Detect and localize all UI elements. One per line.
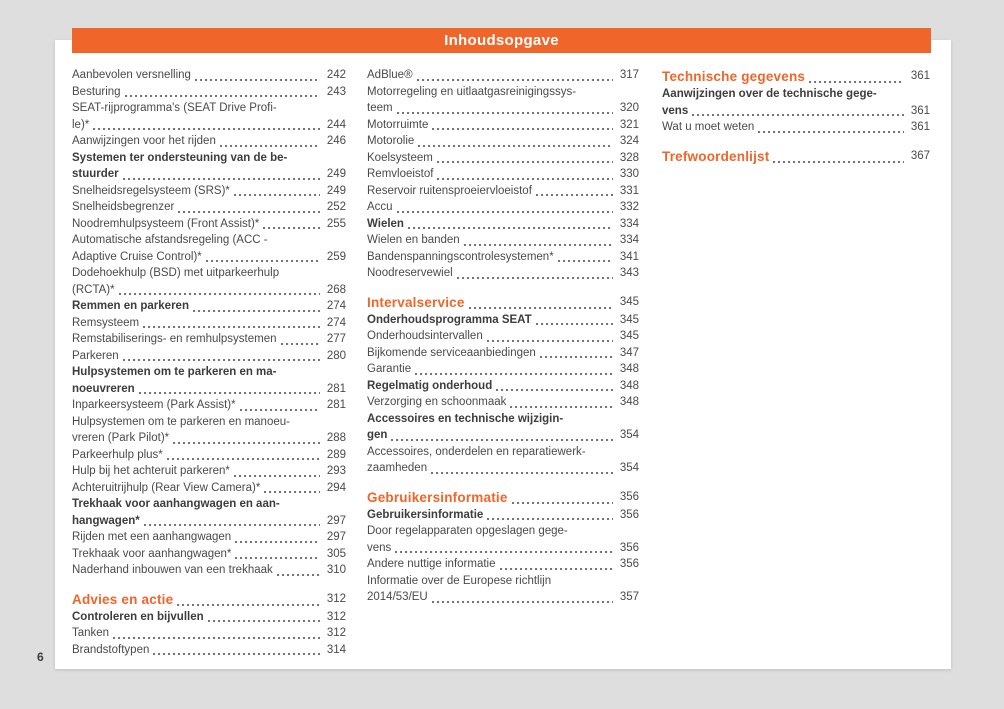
toc-entry-label: (RCTA)* — [72, 283, 115, 296]
toc-page-number: 345 — [619, 313, 639, 326]
toc-entry-label: vens — [662, 104, 689, 117]
dot-leader — [233, 546, 322, 563]
toc-entry-label: Hulp bij het achteruit parkeren* — [72, 465, 230, 477]
toc-entry[interactable] — [367, 312, 639, 329]
toc-entry[interactable] — [367, 444, 639, 461]
toc-entry[interactable] — [367, 183, 639, 200]
toc-entry-label: Naderhand inbouwen van een trekhaak — [72, 564, 273, 576]
toc-page-number: 345 — [619, 295, 639, 308]
toc-entry-label: Gebruikersinformatie — [367, 508, 484, 521]
toc-entry-label: Motorregeling en uitlaatgasreinigingssys- — [367, 85, 577, 98]
toc-entry-label: Koelsysteem — [367, 151, 433, 164]
toc-page-number: 356 — [619, 558, 639, 570]
toc-entry-label: AdBlue® — [367, 69, 413, 81]
dot-leader — [771, 147, 906, 166]
toc-entry[interactable] — [367, 411, 639, 428]
dot-leader — [218, 133, 322, 150]
dot-leader — [485, 507, 615, 524]
toc-page-number: 243 — [326, 85, 346, 98]
toc-entry-label: gen — [367, 429, 388, 441]
toc-entry[interactable] — [72, 348, 346, 365]
toc-entry-label: Gebruikersinformatie — [367, 489, 508, 505]
toc-page-number: 357 — [619, 591, 639, 603]
toc-entry[interactable] — [72, 84, 346, 101]
toc-entry[interactable] — [367, 507, 639, 524]
dot-leader — [430, 117, 615, 134]
dot-leader — [121, 166, 322, 183]
toc-entry-label: Reservoir ruitensproeiervloeistof — [367, 184, 532, 197]
toc-entry[interactable] — [367, 117, 639, 134]
toc-entry[interactable] — [367, 249, 639, 266]
dot-leader — [389, 427, 615, 444]
toc-entry-label: Noodreservewiel — [367, 267, 453, 279]
dot-leader — [807, 67, 906, 86]
toc-page-number: 347 — [619, 346, 639, 359]
toc-entry-label: Wielen en banden — [367, 234, 460, 246]
toc-page-number: 348 — [619, 379, 639, 392]
toc-entry-label: stuurder — [72, 168, 119, 180]
toc-entry-label: le)* — [72, 118, 90, 131]
dot-leader — [462, 232, 615, 249]
toc-entry-label: Systemen ter ondersteuning van de be- — [72, 151, 288, 164]
toc-page-number: 314 — [326, 643, 346, 656]
toc-entry[interactable] — [72, 298, 346, 315]
toc-section-heading[interactable] — [367, 293, 639, 312]
dot-leader — [534, 312, 615, 329]
toc-entry[interactable] — [367, 133, 639, 150]
toc-page-number: 361 — [910, 70, 930, 82]
toc-entry[interactable] — [72, 463, 346, 480]
toc-entry-label: Informatie over de Europese richtlijn — [367, 574, 552, 587]
toc-page-number: 294 — [326, 481, 346, 494]
toc-entry[interactable] — [72, 282, 346, 299]
toc-entry[interactable] — [367, 573, 639, 590]
dot-leader — [232, 183, 322, 200]
toc-entry-label: Noodremhulpsysteem (Front Assist)* — [72, 217, 260, 230]
toc-page-number: 274 — [326, 300, 346, 312]
toc-page-number: 288 — [326, 432, 346, 444]
dot-leader — [261, 216, 322, 233]
toc-page-number: 317 — [619, 69, 639, 81]
toc-page-number: 361 — [910, 121, 930, 133]
toc-entry[interactable] — [367, 394, 639, 411]
toc-entry[interactable] — [72, 199, 346, 216]
toc-entry-label: Garantie — [367, 363, 412, 375]
toc-entry[interactable] — [72, 625, 346, 642]
toc-page-number: 280 — [326, 349, 346, 362]
toc-entry[interactable] — [72, 216, 346, 233]
dot-leader — [91, 117, 322, 134]
dot-leader — [171, 430, 322, 447]
toc-page-number: 242 — [326, 69, 346, 81]
section-gap — [367, 282, 639, 293]
dot-leader — [415, 67, 615, 84]
toc-entry-label: Verzorging en schoonmaak — [367, 396, 507, 408]
toc-entry[interactable] — [367, 265, 639, 282]
toc-entry[interactable] — [72, 67, 346, 84]
section-gap — [662, 136, 930, 147]
toc-entry[interactable] — [367, 427, 639, 444]
toc-page-number: 305 — [326, 547, 346, 560]
toc-page-number: 348 — [619, 363, 639, 375]
toc-page-number: 343 — [619, 267, 639, 279]
dot-leader — [165, 447, 322, 464]
toc-page-number: 321 — [619, 118, 639, 131]
toc-entry[interactable] — [367, 166, 639, 183]
dot-leader — [121, 348, 322, 365]
toc-column-3 — [662, 67, 930, 166]
toc-entry[interactable] — [367, 67, 639, 84]
toc-page-number: 354 — [619, 429, 639, 441]
page-header-bar — [72, 28, 931, 53]
toc-entry[interactable] — [72, 496, 346, 513]
dot-leader — [556, 249, 615, 266]
toc-entry[interactable] — [367, 84, 639, 101]
toc-entry-label: Dodehoekhulp (BSD) met uitparkeerhulp — [72, 267, 280, 279]
dot-leader — [117, 282, 322, 299]
toc-entry-label: Snelheidsregelsysteem (SRS)* — [72, 184, 230, 197]
toc-page-number: 356 — [619, 541, 639, 554]
toc-entry[interactable] — [367, 556, 639, 573]
toc-page-number: 252 — [326, 201, 346, 213]
toc-entry-label: Remvloeistof — [367, 168, 434, 180]
toc-entry-label: Snelheidsbegrenzer — [72, 201, 175, 213]
toc-page-number: 293 — [326, 465, 346, 477]
dot-leader — [485, 328, 615, 345]
toc-entry-label: Hulpsystemen om te parkeren en ma- — [72, 366, 277, 378]
dot-leader — [413, 361, 615, 378]
toc-entry-label: Parkeerhulp plus* — [72, 448, 163, 461]
toc-entry-label: Technische gegevens — [662, 69, 806, 84]
toc-entry-label: Controleren en bijvullen — [72, 610, 204, 623]
toc-entry[interactable] — [72, 249, 346, 266]
toc-entry-label: Hulpsystemen om te parkeren en manoeu- — [72, 415, 290, 428]
toc-entry-label: Besturing — [72, 85, 121, 98]
toc-page-number: 297 — [326, 514, 346, 527]
toc-page-number: 244 — [326, 118, 346, 131]
toc-entry[interactable] — [72, 133, 346, 150]
toc-entry-label: Aanwijzingen voor het rijden — [72, 135, 216, 147]
toc-entry[interactable] — [367, 100, 639, 117]
dot-leader — [279, 331, 322, 348]
toc-entry[interactable] — [367, 216, 639, 233]
toc-entry-label: vens — [367, 541, 392, 554]
toc-entry-label: Wielen — [367, 217, 404, 230]
toc-page-number: 312 — [326, 592, 346, 605]
dot-leader — [435, 166, 615, 183]
toc-entry-label: Motorolie — [367, 135, 415, 147]
toc-entry-label: SEAT-rijprogramma's (SEAT Drive Profi- — [72, 102, 277, 114]
toc-entry[interactable] — [367, 523, 639, 540]
toc-entry-label: Automatische afstandsregeling (ACC - — [72, 234, 268, 246]
toc-section-heading[interactable] — [367, 488, 639, 507]
toc-page-number: 331 — [619, 184, 639, 197]
section-gap — [367, 477, 639, 488]
toc-entry-label: Remsysteem — [72, 316, 140, 329]
toc-entry-label: Achteruitrijhulp (Rear View Camera)* — [72, 481, 261, 494]
toc-entry[interactable] — [367, 232, 639, 249]
toc-entry-label: Adaptive Cruise Control)* — [72, 250, 202, 263]
dot-leader — [176, 199, 322, 216]
dot-leader — [232, 463, 322, 480]
toc-entry-label: hangwagen* — [72, 514, 140, 527]
dot-leader — [416, 133, 615, 150]
toc-entry[interactable] — [72, 117, 346, 134]
dot-leader — [206, 609, 322, 626]
toc-entry-label: Rijden met een aanhangwagen — [72, 531, 232, 543]
toc-entry[interactable] — [72, 232, 346, 249]
toc-entry-label: Bandenspanningscontrolesystemen* — [367, 250, 554, 263]
toc-section-heading[interactable] — [662, 147, 930, 166]
toc-entry-label: Onderhoudsprogramma SEAT — [367, 313, 532, 326]
toc-entry[interactable] — [72, 150, 346, 167]
dot-leader — [429, 460, 615, 477]
toc-page-number: 249 — [326, 168, 346, 180]
toc-entry-label: noeuvreren — [72, 382, 135, 395]
toc-column-2 — [367, 67, 639, 606]
toc-entry[interactable] — [72, 562, 346, 579]
dot-leader — [538, 345, 615, 362]
toc-page-number: 328 — [619, 151, 639, 164]
dot-leader — [756, 119, 906, 136]
toc-page-number: 310 — [326, 564, 346, 576]
toc-page-number: 289 — [326, 448, 346, 461]
dot-leader — [435, 150, 615, 167]
dot-leader — [137, 381, 322, 398]
toc-entry-label: Onderhoudsintervallen — [367, 330, 483, 342]
dot-leader — [393, 540, 615, 557]
toc-entry-label: Door regelapparaten opgeslagen gege- — [367, 525, 568, 537]
toc-entry-label: teem — [367, 102, 393, 114]
dot-leader — [508, 394, 615, 411]
toc-entry[interactable] — [72, 414, 346, 431]
dot-leader — [262, 480, 322, 497]
toc-entry[interactable] — [72, 166, 346, 183]
toc-entry[interactable] — [72, 397, 346, 414]
toc-entry[interactable] — [367, 460, 639, 477]
toc-entry-label: Trekhaak voor aanhangwagen* — [72, 547, 232, 560]
toc-page-number: 281 — [326, 382, 346, 395]
dot-leader — [455, 265, 615, 282]
toc-entry[interactable] — [72, 364, 346, 381]
toc-page-number: 345 — [619, 330, 639, 342]
toc-entry[interactable] — [367, 589, 639, 606]
toc-entry-label: Wat u moet weten — [662, 121, 755, 133]
toc-entry-label: Trefwoordenlijst — [662, 148, 770, 164]
dot-leader — [193, 67, 322, 84]
toc-entry-label: Remstabiliserings- en remhulpsystemen — [72, 333, 277, 345]
toc-entry[interactable] — [367, 378, 639, 395]
toc-page-number: 330 — [619, 168, 639, 180]
dot-leader — [467, 293, 615, 312]
toc-entry-label: zaamheden — [367, 462, 428, 474]
toc-page-number: 341 — [619, 250, 639, 263]
dot-leader — [111, 625, 322, 642]
toc-entry-label: Aanbevolen versnelling — [72, 69, 191, 81]
toc-page-number: 268 — [326, 283, 346, 296]
toc-entry-label: Brandstoftypen — [72, 643, 150, 656]
toc-entry[interactable] — [72, 315, 346, 332]
toc-entry-label: Inparkeersysteem (Park Assist)* — [72, 399, 236, 411]
dot-leader — [430, 589, 615, 606]
toc-entry[interactable] — [72, 183, 346, 200]
toc-entry-label: Regelmatig onderhoud — [367, 379, 493, 392]
toc-entry[interactable] — [367, 345, 639, 362]
toc-column-1 — [72, 67, 346, 658]
dot-leader — [690, 103, 906, 120]
toc-entry[interactable] — [367, 199, 639, 216]
toc-entry[interactable] — [367, 361, 639, 378]
toc-page-number: 277 — [326, 333, 346, 345]
dot-leader — [406, 216, 615, 233]
toc-entry[interactable] — [72, 609, 346, 626]
toc-page-number: 367 — [910, 149, 930, 162]
toc-entry-label: Tanken — [72, 627, 110, 639]
toc-entry[interactable] — [72, 331, 346, 348]
toc-entry[interactable] — [72, 513, 346, 530]
toc-page-number: 281 — [326, 399, 346, 411]
toc-entry[interactable] — [72, 100, 346, 117]
dot-leader — [233, 529, 322, 546]
toc-page-number: 356 — [619, 490, 639, 503]
toc-page-number: 297 — [326, 531, 346, 543]
toc-entry[interactable] — [72, 265, 346, 282]
dot-leader — [534, 183, 615, 200]
toc-entry-label: Accessoires en technische wijzigin- — [367, 412, 564, 425]
toc-entry-label: Motorruimte — [367, 118, 429, 131]
toc-page-number: 312 — [326, 610, 346, 623]
toc-page-number: 361 — [910, 104, 930, 117]
toc-page-number: 332 — [619, 201, 639, 213]
dot-leader — [510, 488, 615, 507]
toc-page-number: 259 — [326, 250, 346, 263]
toc-page-number: 246 — [326, 135, 346, 147]
toc-entry[interactable] — [367, 150, 639, 167]
toc-entry-label: Andere nuttige informatie — [367, 558, 496, 570]
toc-page-number: 249 — [326, 184, 346, 197]
toc-entry[interactable] — [662, 103, 930, 120]
toc-entry[interactable] — [367, 328, 639, 345]
toc-page-number: 312 — [326, 627, 346, 639]
dot-leader — [275, 562, 322, 579]
dot-leader — [395, 199, 615, 216]
toc-entry-label: Remmen en parkeren — [72, 300, 189, 312]
toc-page-number: 324 — [619, 135, 639, 147]
toc-entry[interactable] — [72, 546, 346, 563]
toc-entry-label: Trekhaak voor aanhangwagen en aan- — [72, 498, 280, 510]
dot-leader — [498, 556, 616, 573]
toc-page-number: 354 — [619, 462, 639, 474]
toc-entry[interactable] — [72, 447, 346, 464]
section-gap — [72, 579, 346, 590]
toc-page-number: 356 — [619, 508, 639, 521]
page-number: 6 — [37, 650, 44, 664]
dot-leader — [175, 590, 322, 609]
dot-leader — [123, 84, 322, 101]
toc-entry-label: 2014/53/EU — [367, 591, 428, 603]
toc-page-number: 320 — [619, 102, 639, 114]
toc-entry-label: Aanwijzingen over de technische gege- — [662, 88, 877, 100]
toc-entry-label: Parkeren — [72, 349, 119, 362]
dot-leader — [204, 249, 322, 266]
toc-entry[interactable] — [72, 529, 346, 546]
toc-entry[interactable] — [72, 430, 346, 447]
dot-leader — [141, 315, 322, 332]
toc-entry-label: Advies en actie — [72, 591, 174, 607]
toc-entry-label: Accu — [367, 201, 393, 213]
toc-page-number: 334 — [619, 234, 639, 246]
toc-entry[interactable] — [72, 381, 346, 398]
toc-entry-label: vreren (Park Pilot)* — [72, 432, 170, 444]
dot-leader — [395, 100, 615, 117]
toc-entry[interactable] — [662, 86, 930, 103]
toc-page-number: 274 — [326, 316, 346, 329]
dot-leader — [238, 397, 322, 414]
dot-leader — [191, 298, 322, 315]
page-title: Inhoudsopgave — [444, 32, 559, 49]
toc-section-heading[interactable] — [662, 67, 930, 86]
toc-entry-label: Intervalservice — [367, 294, 465, 310]
toc-page-number: 255 — [326, 217, 346, 230]
toc-page-number: 348 — [619, 396, 639, 408]
toc-entry[interactable] — [72, 480, 346, 497]
toc-entry[interactable] — [72, 642, 346, 659]
toc-section-heading[interactable] — [72, 590, 346, 609]
toc-page-number: 334 — [619, 217, 639, 230]
dot-leader — [142, 513, 322, 530]
toc-entry[interactable] — [662, 119, 930, 136]
toc-entry-label: Bijkomende serviceaanbiedingen — [367, 346, 536, 359]
dot-leader — [151, 642, 322, 659]
dot-leader — [494, 378, 615, 395]
toc-entry[interactable] — [367, 540, 639, 557]
toc-entry-label: Accessoires, onderdelen en reparatiewerk- — [367, 445, 586, 458]
